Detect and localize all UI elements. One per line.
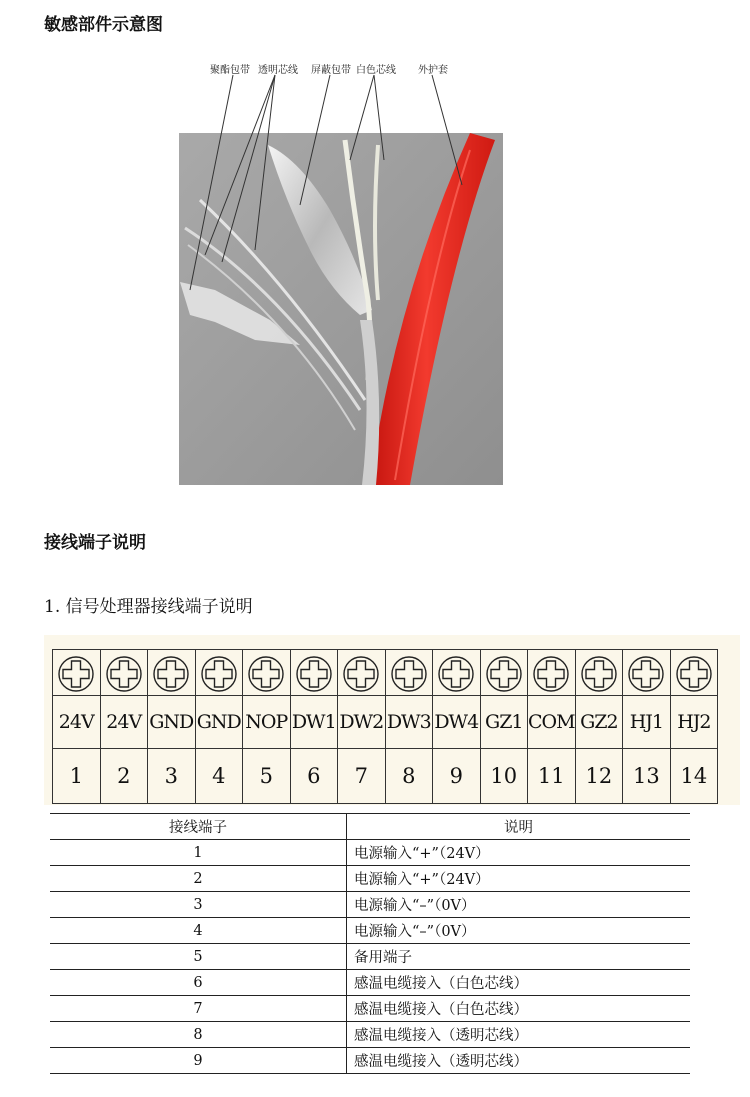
row-description: 电源输入“+”（24V） (347, 866, 691, 892)
section-heading-terminals: 接线端子说明 (44, 533, 146, 553)
label-polyester-tape: 聚酯包带 (210, 65, 250, 76)
row-description: 电源输入“–”（0V） (347, 918, 691, 944)
terminal-number-cell: 11 (528, 749, 576, 804)
terminal-number-cell: 9 (433, 749, 481, 804)
terminal-name-cell: DW3 (385, 696, 433, 749)
screw-icon (675, 655, 713, 693)
row-description: 电源输入“+”（24V） (347, 840, 691, 866)
terminal-screw-cell (623, 650, 671, 696)
screw-icon (485, 655, 523, 693)
terminal-screw-cell (338, 650, 386, 696)
label-white-core: 白色芯线 (356, 65, 396, 76)
terminal-name-cell: COM (528, 696, 576, 749)
terminal-name-cell: NOP (243, 696, 291, 749)
table-row (50, 840, 690, 866)
terminal-number-cell: 10 (480, 749, 528, 804)
terminal-screw-cell (385, 650, 433, 696)
screw-icon (580, 655, 618, 693)
terminal-description-table (50, 813, 690, 1074)
header-description: 说明 (347, 814, 691, 840)
terminal-name-cell: DW4 (433, 696, 481, 749)
row-terminal: 7 (50, 996, 347, 1022)
terminal-name-cell: HJ2 (670, 696, 718, 749)
terminal-number-cell: 8 (385, 749, 433, 804)
terminal-name-cell: GND (148, 696, 196, 749)
label-shield-tape: 屏蔽包带 (311, 65, 351, 76)
screw-icon (390, 655, 428, 693)
table-row (50, 918, 690, 944)
row-description: 感温电缆接入（白色芯线） (347, 996, 691, 1022)
terminal-number-cell: 5 (243, 749, 291, 804)
screw-icon (200, 655, 238, 693)
cable-diagram (0, 0, 750, 500)
terminal-screw-cell (670, 650, 718, 696)
table-row (50, 944, 690, 970)
terminal-screw-cell (53, 650, 101, 696)
row-terminal: 8 (50, 1022, 347, 1048)
header-terminal: 接线端子 (50, 814, 347, 840)
table-row (50, 892, 690, 918)
terminal-screw-cell (148, 650, 196, 696)
row-terminal: 6 (50, 970, 347, 996)
terminal-number-cell: 3 (148, 749, 196, 804)
table-row (50, 996, 690, 1022)
terminal-number-cell: 14 (670, 749, 718, 804)
table-row (50, 1048, 690, 1074)
section-heading-sensitive-parts: 敏感部件示意图 (44, 15, 163, 35)
screw-icon (152, 655, 190, 693)
terminal-screw-cell (480, 650, 528, 696)
screw-icon (532, 655, 570, 693)
terminal-number-cell: 13 (623, 749, 671, 804)
terminal-name-cell: DW1 (290, 696, 338, 749)
terminal-number-cell: 6 (290, 749, 338, 804)
terminal-name-cell: GZ1 (480, 696, 528, 749)
table-header-row (50, 814, 690, 840)
row-description: 电源输入“–”（0V） (347, 892, 691, 918)
screw-icon (295, 655, 333, 693)
table-row (50, 866, 690, 892)
screw-icon (437, 655, 475, 693)
terminal-name-cell: HJ1 (623, 696, 671, 749)
terminal-name-cell: 24V (100, 696, 148, 749)
row-terminal: 2 (50, 866, 347, 892)
row-description: 感温电缆接入（白色芯线） (347, 970, 691, 996)
table-row (50, 1022, 690, 1048)
terminal-number-cell: 1 (53, 749, 101, 804)
terminal-screw-cell (528, 650, 576, 696)
table-row (50, 970, 690, 996)
terminal-name-cell: GZ2 (575, 696, 623, 749)
terminal-screw-cell (243, 650, 291, 696)
terminal-screw-cell (195, 650, 243, 696)
terminal-screw-cell (100, 650, 148, 696)
label-outer-sheath: 外护套 (418, 65, 448, 76)
screw-icon (342, 655, 380, 693)
subheading-signal-processor: 1. 信号处理器接线端子说明 (44, 597, 253, 617)
screw-icon (57, 655, 95, 693)
terminal-name-cell: DW2 (338, 696, 386, 749)
terminal-screw-cell (575, 650, 623, 696)
screw-icon (247, 655, 285, 693)
terminal-number-cell: 4 (195, 749, 243, 804)
row-description: 感温电缆接入（透明芯线） (347, 1022, 691, 1048)
screw-icon (627, 655, 665, 693)
terminal-number-cell: 7 (338, 749, 386, 804)
terminal-number-cell: 2 (100, 749, 148, 804)
terminal-screw-cell (433, 650, 481, 696)
terminal-strip (52, 649, 718, 804)
terminal-number-cell: 12 (575, 749, 623, 804)
row-terminal: 9 (50, 1048, 347, 1074)
row-terminal: 3 (50, 892, 347, 918)
label-transparent-core: 透明芯线 (258, 65, 298, 76)
row-description: 备用端子 (347, 944, 691, 970)
terminal-name-cell: GND (195, 696, 243, 749)
terminal-name-cell: 24V (53, 696, 101, 749)
row-description: 感温电缆接入（透明芯线） (347, 1048, 691, 1074)
row-terminal: 5 (50, 944, 347, 970)
row-terminal: 4 (50, 918, 347, 944)
terminal-screw-cell (290, 650, 338, 696)
screw-icon (105, 655, 143, 693)
row-terminal: 1 (50, 840, 347, 866)
